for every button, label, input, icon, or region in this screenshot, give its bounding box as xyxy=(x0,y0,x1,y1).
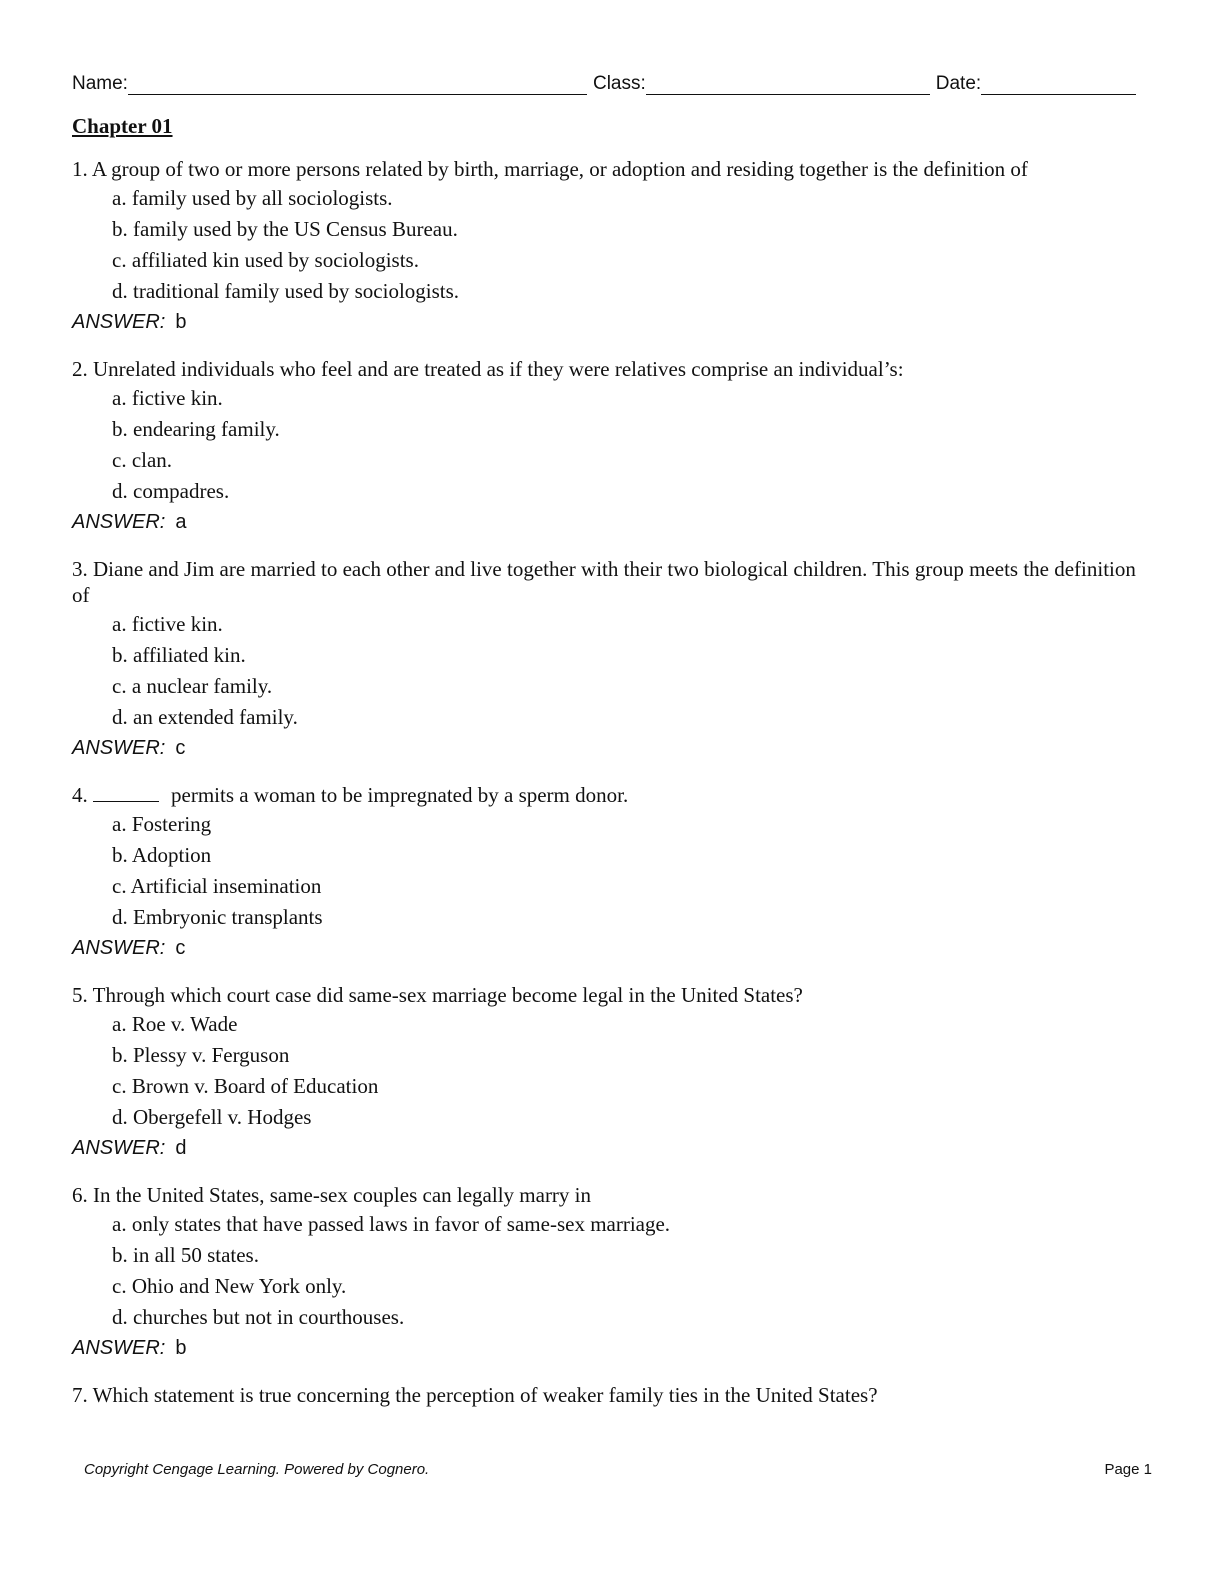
answer-value: a xyxy=(175,511,187,533)
page-footer xyxy=(84,1461,1152,1478)
option-c: c. a nuclear family. xyxy=(112,674,273,698)
date-blank xyxy=(981,72,1136,95)
question-text xyxy=(72,782,1152,808)
option-c: c. Ohio and New York only. xyxy=(112,1274,347,1298)
option-d: d. traditional family used by sociologists. xyxy=(112,279,460,303)
answer-key xyxy=(72,1133,1152,1164)
answer-value: d xyxy=(175,1137,187,1159)
question-text xyxy=(72,982,1152,1008)
option-d: d. Obergefell v. Hodges xyxy=(112,1105,312,1129)
question-text xyxy=(72,1382,1152,1408)
option-b: b. endearing family. xyxy=(112,417,280,441)
question-5 xyxy=(72,982,1152,1164)
answer-label: ANSWER: xyxy=(72,737,166,759)
option-c: c. Brown v. Board of Education xyxy=(112,1074,379,1098)
answer-value: b xyxy=(175,311,187,333)
question-body: Diane and Jim are married to each other and live together with their two biological children. This group meets the definition of xyxy=(72,557,1136,607)
copyright-notice: Copyright Cengage Learning. Powered by Cognero. xyxy=(84,1461,430,1478)
student-info-header xyxy=(72,72,1142,95)
answer-label: ANSWER: xyxy=(72,1137,166,1159)
answer-key xyxy=(72,507,1152,538)
answer-label: ANSWER: xyxy=(72,511,166,533)
answer-label: ANSWER: xyxy=(72,1337,166,1359)
answer-key xyxy=(72,933,1152,964)
question-1 xyxy=(72,156,1152,338)
answer-key xyxy=(72,733,1152,764)
answer-options xyxy=(72,1209,1152,1333)
question-body: Unrelated individuals who feel and are treated as if they were relatives comprise an individual’s: xyxy=(93,357,904,381)
question-number: 1. xyxy=(72,157,88,181)
question-list xyxy=(72,156,1152,1426)
question-7 xyxy=(72,1382,1152,1408)
option-a: a. only states that have passed laws in favor of same-sex marriage. xyxy=(112,1212,671,1236)
question-text xyxy=(72,1182,1152,1208)
answer-options xyxy=(72,383,1152,507)
question-body: Which statement is true concerning the perception of weaker family ties in the United States? xyxy=(92,1383,878,1407)
question-number: 4. xyxy=(72,783,88,807)
answer-value: c xyxy=(175,937,186,959)
question-6 xyxy=(72,1182,1152,1364)
option-a: a. family used by all sociologists. xyxy=(112,186,393,210)
answer-value: c xyxy=(175,737,186,759)
answer-options xyxy=(72,809,1152,933)
option-d: d. Embryonic transplants xyxy=(112,905,323,929)
option-c: c. affiliated kin used by sociologists. xyxy=(112,248,419,272)
fill-in-blank xyxy=(93,783,159,802)
class-blank xyxy=(646,72,930,95)
option-c: c. Artificial insemination xyxy=(112,874,322,898)
chapter-title: Chapter 01 xyxy=(72,114,173,138)
question-body: In the United States, same-sex couples can legally marry in xyxy=(93,1183,592,1207)
question-text xyxy=(72,556,1152,608)
question-number: 7. xyxy=(72,1383,88,1407)
answer-key xyxy=(72,307,1152,338)
option-c: c. clan. xyxy=(112,448,173,472)
page-number: Page 1 xyxy=(1104,1461,1152,1478)
question-4 xyxy=(72,782,1152,964)
option-d: d. compadres. xyxy=(112,479,230,503)
date-label: Date: xyxy=(935,73,982,94)
question-text xyxy=(72,156,1152,182)
answer-label: ANSWER: xyxy=(72,937,166,959)
question-number: 5. xyxy=(72,983,88,1007)
option-d: d. an extended family. xyxy=(112,705,298,729)
option-b: b. Adoption xyxy=(112,843,212,867)
answer-options xyxy=(72,1009,1152,1133)
name-blank xyxy=(128,72,587,95)
answer-options xyxy=(72,183,1152,307)
answer-value: b xyxy=(175,1337,187,1359)
question-text xyxy=(72,356,1152,382)
option-b: b. affiliated kin. xyxy=(112,643,246,667)
question-2 xyxy=(72,356,1152,538)
answer-label: ANSWER: xyxy=(72,311,166,333)
option-b: b. in all 50 states. xyxy=(112,1243,259,1267)
question-number: 3. xyxy=(72,557,88,581)
answer-options xyxy=(72,609,1152,733)
question-body: A group of two or more persons related by birth, marriage, or adoption and residing together is the definition of xyxy=(91,157,1028,181)
question-number: 6. xyxy=(72,1183,88,1207)
option-a: a. fictive kin. xyxy=(112,386,223,410)
option-a: a. fictive kin. xyxy=(112,612,223,636)
question-body: permits a woman to be impregnated by a sperm donor. xyxy=(171,783,629,807)
question-3 xyxy=(72,556,1152,764)
option-b: b. Plessy v. Ferguson xyxy=(112,1043,290,1067)
option-a: a. Fostering xyxy=(112,812,212,836)
question-body: Through which court case did same-sex marriage become legal in the United States? xyxy=(92,983,803,1007)
name-label: Name: xyxy=(72,73,128,94)
option-b: b. family used by the US Census Bureau. xyxy=(112,217,458,241)
question-number: 2. xyxy=(72,357,88,381)
answer-key xyxy=(72,1333,1152,1364)
option-d: d. churches but not in courthouses. xyxy=(112,1305,405,1329)
class-label: Class: xyxy=(592,73,646,94)
option-a: a. Roe v. Wade xyxy=(112,1012,238,1036)
